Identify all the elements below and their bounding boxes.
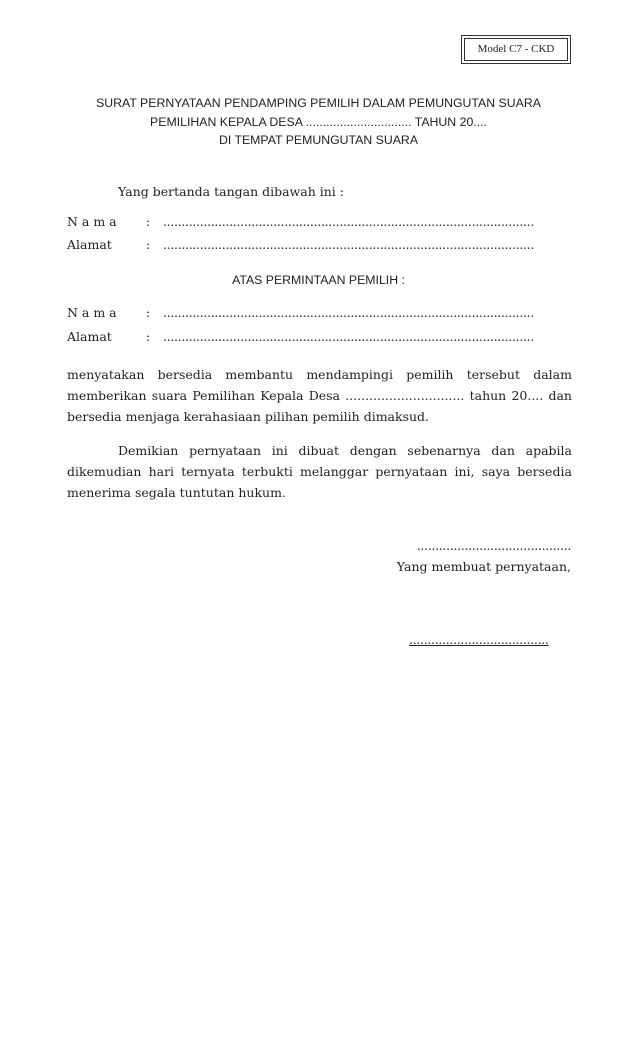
voter-address-row <box>67 329 572 349</box>
voter-name-row <box>67 305 572 325</box>
word: pernyataan <box>375 464 448 479</box>
voter-address-field[interactable]: ..................................................................................................... <box>163 329 535 344</box>
word: ini <box>271 443 288 458</box>
word: hari <box>148 464 175 479</box>
word: tahun <box>469 388 507 403</box>
word: Pemilihan <box>192 388 255 403</box>
closing-line-2 <box>67 461 572 482</box>
word: bersedia <box>157 367 213 382</box>
statement-paragraph <box>67 364 572 427</box>
signer-name-row <box>67 214 572 234</box>
word: Demikian <box>118 443 179 458</box>
word: dan <box>491 443 515 458</box>
word: ternyata <box>181 464 235 479</box>
signer-name-label: N a m a <box>67 214 117 229</box>
statement-line-1 <box>67 364 572 385</box>
signature-place-date-field[interactable]: .......................................... <box>416 538 571 553</box>
closing-line-3 <box>67 482 572 503</box>
word: dengan <box>349 443 397 458</box>
signer-address-label: Alamat <box>67 237 112 252</box>
word: dalam <box>533 367 572 382</box>
voter-name-colon: : <box>146 305 151 320</box>
word: memberikan <box>67 388 147 403</box>
signer-name-colon: : <box>146 214 151 229</box>
signer-address-colon: : <box>146 237 151 252</box>
document-title <box>66 94 571 150</box>
voter-name-field[interactable]: ..................................................................................................... <box>163 305 535 320</box>
closing-line-3-text: menerima segala tuntutan hukum. <box>67 485 286 500</box>
word: sebenarnya <box>407 443 481 458</box>
signer-name-field[interactable]: ..................................................................................................... <box>163 214 535 229</box>
word: suara <box>151 388 188 403</box>
word: terbukti <box>241 464 293 479</box>
title-line-3: DI TEMPAT PEMUNGUTAN SUARA <box>218 133 419 147</box>
word: apabila <box>525 443 572 458</box>
word: Kepala <box>260 388 304 403</box>
closing-paragraph <box>67 440 572 503</box>
statement-line-3-text: bersedia menjaga kerahasiaan pilihan pemilih dimaksud. <box>67 409 430 424</box>
word: dikemudian <box>67 464 142 479</box>
closing-line-1 <box>67 440 572 461</box>
word: pernyataan <box>189 443 261 458</box>
word: pemilih <box>406 367 454 382</box>
model-code-box <box>461 35 571 64</box>
word: 20.... <box>511 388 544 403</box>
word: dan <box>548 388 572 403</box>
word: Desa <box>308 388 340 403</box>
signature-name-field[interactable]: ...................................... <box>409 632 549 647</box>
voter-name-label: N a m a <box>67 305 117 320</box>
signer-address-field[interactable]: ..................................................................................................... <box>163 237 535 252</box>
word: tersebut <box>466 367 520 382</box>
voter-address-label: Alamat <box>67 329 112 344</box>
title-line-1: SURAT PERNYATAAN PENDAMPING PEMILIH DALAM PEMUNGUTAN SUARA <box>96 96 541 110</box>
word: mendampingi <box>306 367 393 382</box>
word: ini, <box>454 464 475 479</box>
statement-line-2 <box>67 385 572 406</box>
word: bersedia <box>517 464 572 479</box>
signer-address-row <box>67 237 572 257</box>
signature-label: Yang membuat pernyataan, <box>396 559 571 574</box>
word: membantu <box>225 367 294 382</box>
intro-text: Yang bertanda tangan dibawah ini : <box>118 184 344 199</box>
model-code-label: Model C7 - CKD <box>464 38 568 61</box>
voter-address-colon: : <box>146 329 151 344</box>
word: menyatakan <box>67 367 145 382</box>
word: dibuat <box>298 443 340 458</box>
statement-line-3 <box>67 406 572 427</box>
voter-section-heading: ATAS PERMINTAAN PEMILIH : <box>232 273 405 287</box>
word: .............................. <box>345 388 465 403</box>
title-line-2: PEMILIHAN KEPALA DESA ............................... TAHUN 20.... <box>150 114 487 129</box>
word: saya <box>481 464 511 479</box>
word: melanggar <box>300 464 369 479</box>
